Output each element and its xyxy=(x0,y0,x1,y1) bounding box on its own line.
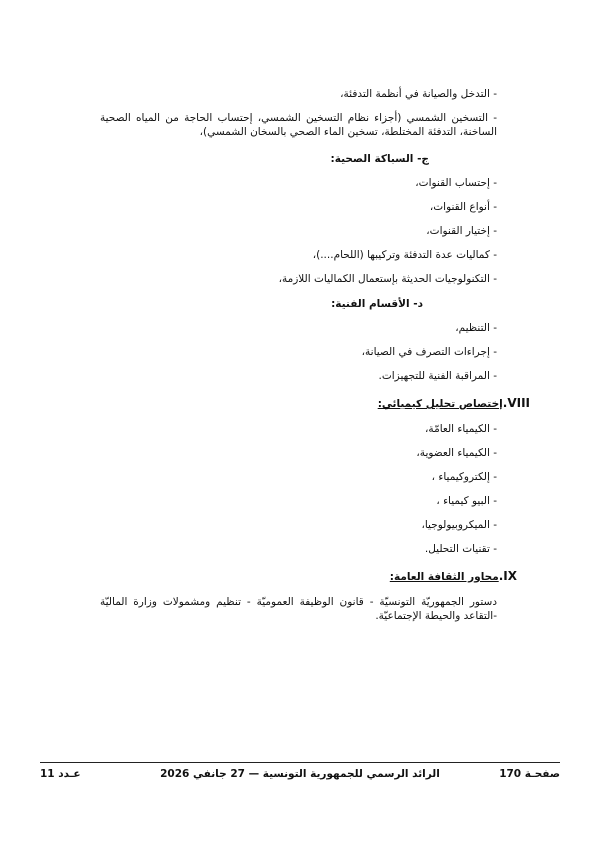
subsection-heading-plumbing: ج- السباكة الصحية: xyxy=(330,153,429,165)
list-item: - الكيمياء العضوية، xyxy=(416,447,497,459)
list-item: - التدخل والصيانة في أنظمة التدفئة، xyxy=(340,88,497,100)
footer-divider xyxy=(40,762,560,763)
list-item: - المراقبة الفنية للتجهيزات. xyxy=(378,370,497,382)
list-item: - تقنيات التحليل. xyxy=(424,543,497,555)
section-heading-ix xyxy=(100,569,517,584)
list-item: - إجراءات التصرف في الصيانة، xyxy=(361,346,497,358)
page-footer xyxy=(40,768,560,784)
paragraph: دستور الجمهوريّة التونسيّة - قانون الوظيفة العموميّة - تنظيم ومشمولات وزارة الماليّة -التقاعد والحيطة الإجتماعيّة. xyxy=(100,596,497,622)
list-item: - التكنولوجيات الحديثة بإستعمال الكماليات اللازمة، xyxy=(278,273,497,285)
list-item: - الكيمياء العامّة، xyxy=(425,423,497,435)
list-item: - التنظيم، xyxy=(455,322,497,334)
list-item: - البيو كيمياء ، xyxy=(436,495,497,507)
journal-title: الرائد الرسمي للجمهورية التونسية — 27 جانفي 2026 xyxy=(160,768,440,780)
section-title: إختصاص تحليل كيميائي: xyxy=(377,398,503,410)
list-item: - إحتساب القنوات، xyxy=(415,177,497,189)
section-number: VIII. xyxy=(502,396,530,410)
list-item: - أنواع القنوات، xyxy=(429,201,497,213)
list-item: - إختيار القنوات، xyxy=(426,225,497,237)
list-item: - إلكتروكيمياء ، xyxy=(431,471,497,483)
section-title: محاور الثقافة العامة: xyxy=(389,571,499,583)
section-heading-viii xyxy=(100,396,530,411)
list-item: - التسخين الشمسي (أجزاء نظام التسخين الشمسي، إحتساب الحاجة من المياه الصحية الساخنة، التدفئة المختلطة، تسخين الماء الصحي بالسخان الشمسي)، xyxy=(100,112,497,138)
section-number: IX. xyxy=(498,569,517,583)
subsection-heading-technical-divisions: د- الأقسام الفنية: xyxy=(331,298,423,310)
document-body xyxy=(100,88,530,636)
list-item: - كماليات عدة التدفئة وتركيبها (اللحام....)، xyxy=(312,249,497,261)
page-number: صفحـة 170 xyxy=(499,768,560,780)
list-item: - الميكروبيولوجيا، xyxy=(421,519,497,531)
issue-number: عـدد 11 xyxy=(40,768,81,780)
